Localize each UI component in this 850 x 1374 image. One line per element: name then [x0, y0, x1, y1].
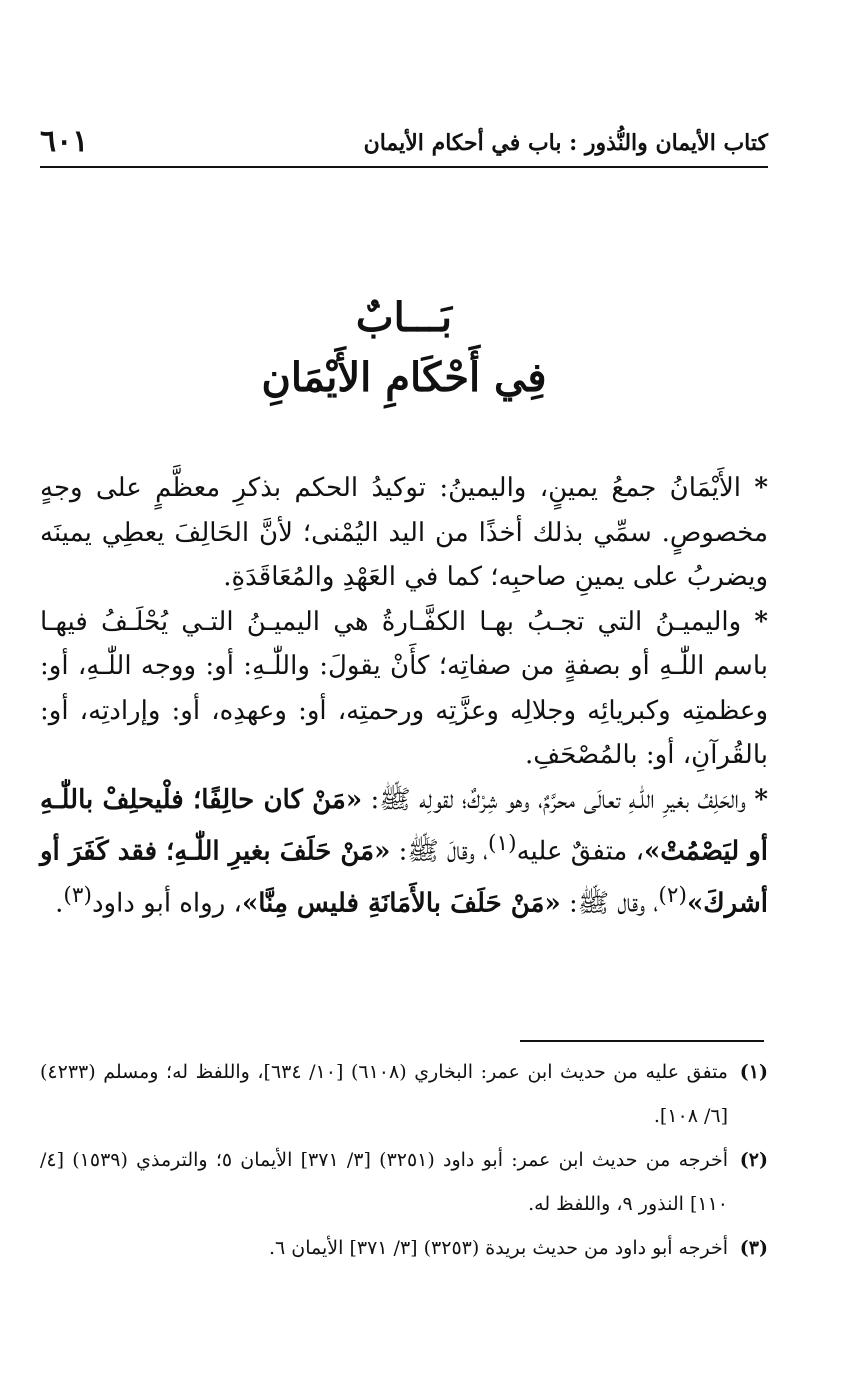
footnote-text: متفق عليه من حديث ابن عمر: البخاري (٦١٠٨) [١٠/ ٦٣٤]، واللفظ له؛ ومسلم (٤٢٣٣) [٦/ ١٠٨].	[40, 1061, 728, 1127]
paragraph-forbidden-oath	[40, 778, 768, 927]
footnote-text: أخرجه أبو داود من حديث بريدة (٣٢٥٣) [٣/ ٣٧١] الأيمان ٦.	[268, 1237, 728, 1259]
paragraph-text: ، متفقٌ عليه	[516, 836, 645, 867]
footnote-number: (١)	[739, 1061, 768, 1083]
paragraph-text: ، رواه أبو داود	[91, 888, 242, 919]
footnote-number: (٢)	[739, 1149, 768, 1171]
paragraph-text: .	[55, 888, 64, 919]
paragraph-text: والحَلِفُ بغيرِ اللّٰـهِ تعالَى محرَّمٌ، وهو شِرْكٌ؛ لقولِه ﷺ:	[362, 784, 746, 815]
bullet-star: *	[754, 784, 769, 815]
footnote-ref[interactable]: (٢)	[658, 883, 687, 909]
paragraph-text: الأَيْمَانُ جمعُ يمينٍ، واليمينُ: توكيدُ الحكم بذكرِ معظَّمٍ على وجهٍ مخصوصٍ. سمِّي بذلك أخذًا من اليد اليُمْنى؛ لأنَّ الحَالِفَ يعطِي يمينَه ويضربُ على يمينِ صاحبِه؛ كما في العَهْدِ والمُعَاقَدَةِ.	[40, 473, 768, 592]
paragraph-text: واليميـنُ التي تجـبُ بهـا الكفَّـارةُ هي اليميـنُ التـي يُحْلَـفُ فيهـا باسم اللّٰـهِ أو بصفةٍ من صفاتِه؛ كأَنْ يقولَ: واللّٰـهِ: أو: ووجه اللّٰـهِ، أو: وعظمتِه وكبريائِه وجلالِه وعزَّتِه ورحمتِه، أو: وعهدِه، أو: وإرادتِه، أو: بالقُرآنِ، أو: بالمُصْحَفِ.	[40, 606, 768, 770]
hadith-quote: «مَنْ حَلَفَ بالأَمَانَةِ فليس مِنَّا»	[241, 888, 561, 919]
footnote-ref[interactable]: (١)	[488, 831, 517, 856]
hadith-quote: «مَنْ حَلَفَ بغيرِ اللّٰـهِ؛ فقد كَفَرَ أو أشركَ»	[40, 836, 768, 919]
paragraph-definition	[40, 466, 768, 600]
header-rule	[40, 166, 768, 168]
footnote-rule	[520, 1040, 764, 1042]
footnote-item	[40, 1050, 768, 1138]
paragraph-text: ، وقالَ ﷺ:	[390, 836, 489, 867]
running-header	[40, 116, 768, 168]
footnote-text: أخرجه من حديث ابن عمر: أبو داود (٣٢٥١) [٣/ ٣٧١] الأيمان ٥؛ والترمذي (١٥٣٩) [٤/ ١١٠] النذور ٩، واللفظ له.	[40, 1149, 729, 1215]
paragraph-text: ، وقال ﷺ:	[560, 888, 659, 919]
chapter-heading	[40, 290, 768, 410]
bullet-star: *	[754, 606, 768, 637]
page-number: ٦٠١	[40, 124, 89, 159]
footnote-item	[40, 1226, 768, 1270]
chapter-title: فِي أَحْكَامِ الأَيْمَانِ	[261, 354, 547, 401]
hadith-quote: «مَنْ كان حالِفًا؛ فلْيحلِفْ باللّٰـهِ أو ليَصْمُتْ»	[40, 784, 768, 867]
footnote-ref[interactable]: (٣)	[63, 883, 92, 909]
footnotes	[40, 1050, 768, 1270]
bullet-star: *	[754, 473, 768, 503]
chapter-label: بَـــابٌ	[355, 294, 453, 341]
footnote-item	[40, 1138, 768, 1226]
paragraph-expiation-oath	[40, 600, 768, 778]
running-title: كتاب الأيمان والنُّذور : باب في أحكام الأيمان	[363, 130, 768, 156]
footnote-number: (٣)	[739, 1237, 768, 1259]
body-text	[40, 466, 768, 926]
